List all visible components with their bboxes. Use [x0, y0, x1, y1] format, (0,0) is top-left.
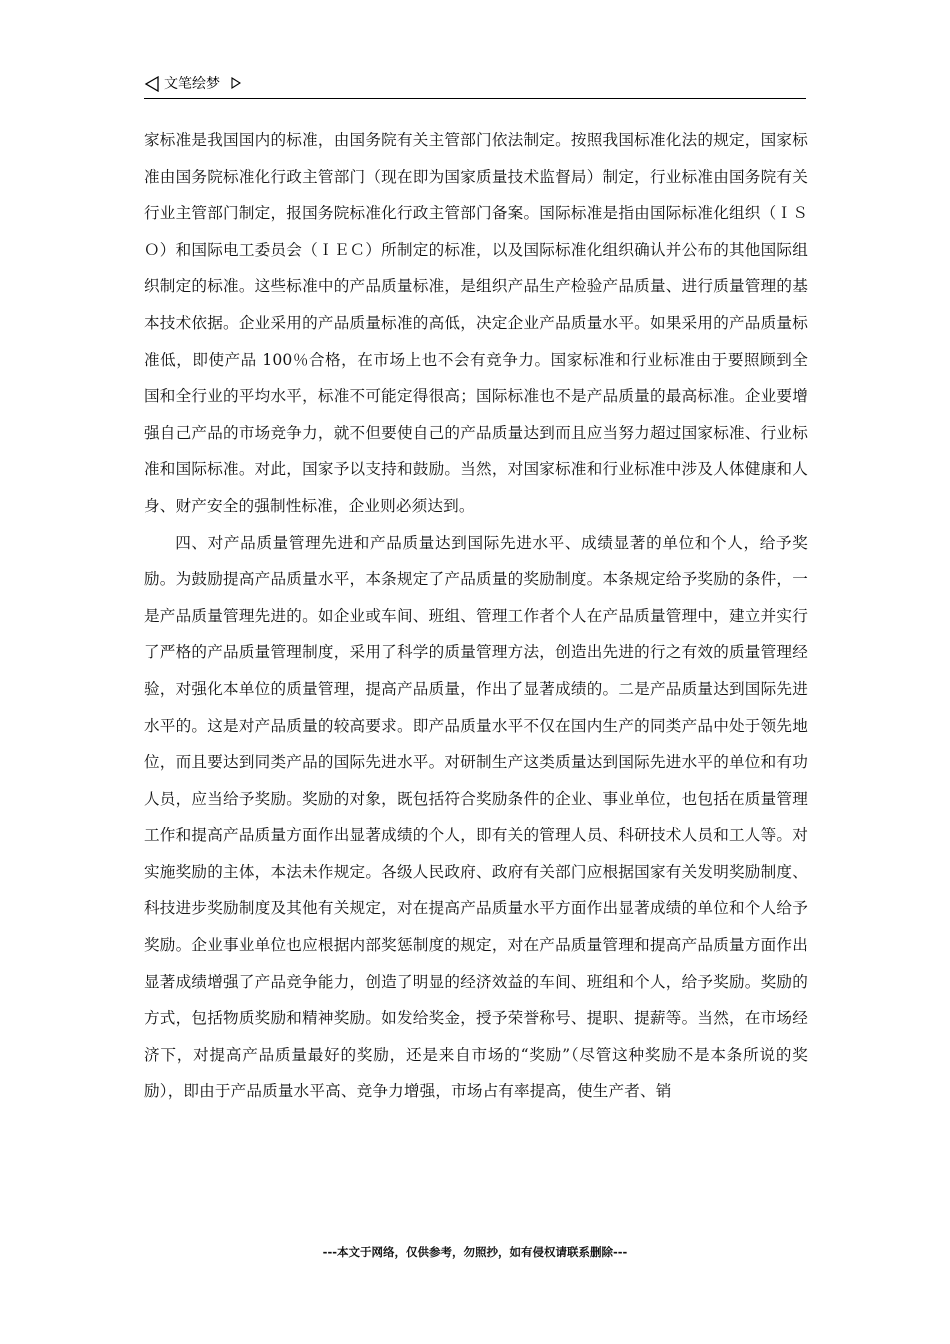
header-title: 文笔绘梦 [164, 76, 220, 92]
left-triangle-icon [144, 76, 160, 92]
page-header [144, 72, 806, 99]
paragraph-2: 四、对产品质量管理先进和产品质量达到国际先进水平、成绩显著的单位和个人，给予奖励。为鼓励提高产品质量水平，本条规定了产品质量的奖励制度。本条规定给予奖励的条件，一是产品质量管理先进的。如企业或车间、班组、管理工作者个人在产品质量管理中，建立并实行了严格的产品质量管理制度，采用了科学的质量管理方法，创造出先进的行之有效的质量管理经验，对强化本单位的质量管理，提高产品质量，作出了显著成绩的。二是产品质量达到国际先进水平的。这是对产品质量的较高要求。即产品质量水平不仅在国内生产的同类产品中处于领先地位，而且要达到同类产品的国际先进水平。对研制生产这类质量达到国际先进水平的单位和有功人员，应当给予奖励。奖励的对象，既包括符合奖励条件的企业、事业单位，也包括在质量管理工作和提高产品质量方面作出显著成绩的个人，即有关的管理人员、科研技术人员和工人等。对实施奖励的主体，本法未作规定。各级人民政府、政府有关部门应根据国家有关发明奖励制度、科技进步奖励制度及其他有关规定，对在提高产品质量水平方面作出显著成绩的单位和个人给予奖励。企业事业单位也应根据内部奖惩制度的规定，对在产品质量管理和提高产品质量方面作出显著成绩增强了产品竞争能力，创造了明显的经济效益的车间、班组和个人，给予奖励。奖励的方式，包括物质奖励和精神奖励。如发给奖金，授予荣誉称号、提职、提薪等。当然，在市场经济下，对提高产品质量最好的奖励，还是来自市场的“奖励”（尽管这种奖励不是本条所说的奖励），即由于产品质量水平高、竞争力增强，市场占有率提高，使生产者、销 [144, 533, 808, 1101]
page-footer: ---本文于网络，仅供参考，勿照抄，如有侵权请联系删除--- [322, 1245, 628, 1259]
right-triangle-icon [231, 77, 241, 89]
document-body [144, 122, 808, 1110]
paragraph-1: 家标准是我国国内的标准，由国务院有关主管部门依法制定。按照我国标准化法的规定，国家标准由国务院标准化行政主管部门（现在即为国家质量技术监督局）制定，行业标准由国务院有关行业主管部门制定，报国务院标准化行政主管部门备案。国际标准是指由国际标准化组织（ＩＳＯ）和国际电工委员会（ＩＥＣ）所制定的标准，以及国际标准化组织确认并公布的其他国际组织制定的标准。这些标准中的产品质量标准，是组织产品生产检验产品质量、进行质量管理的基本技术依据。企业采用的产品质量标准的高低，决定企业产品质量水平。如果采用的产品质量标准低，即使产品 100％合格，在市场上也不会有竞争力。国家标准和行业标准由于要照顾到全国和全行业的平均水平，标准不可能定得很高；国际标准也不是产品质量的最高标准。企业要增强自己产品的市场竞争力，就不但要使自己的产品质量达到而且应当努力超过国家标准、行业标准和国际标准。对此，国家予以支持和鼓励。当然，对国家标准和行业标准中涉及人体健康和人身、财产安全的强制性标准，企业则必须达到。 [144, 131, 808, 515]
